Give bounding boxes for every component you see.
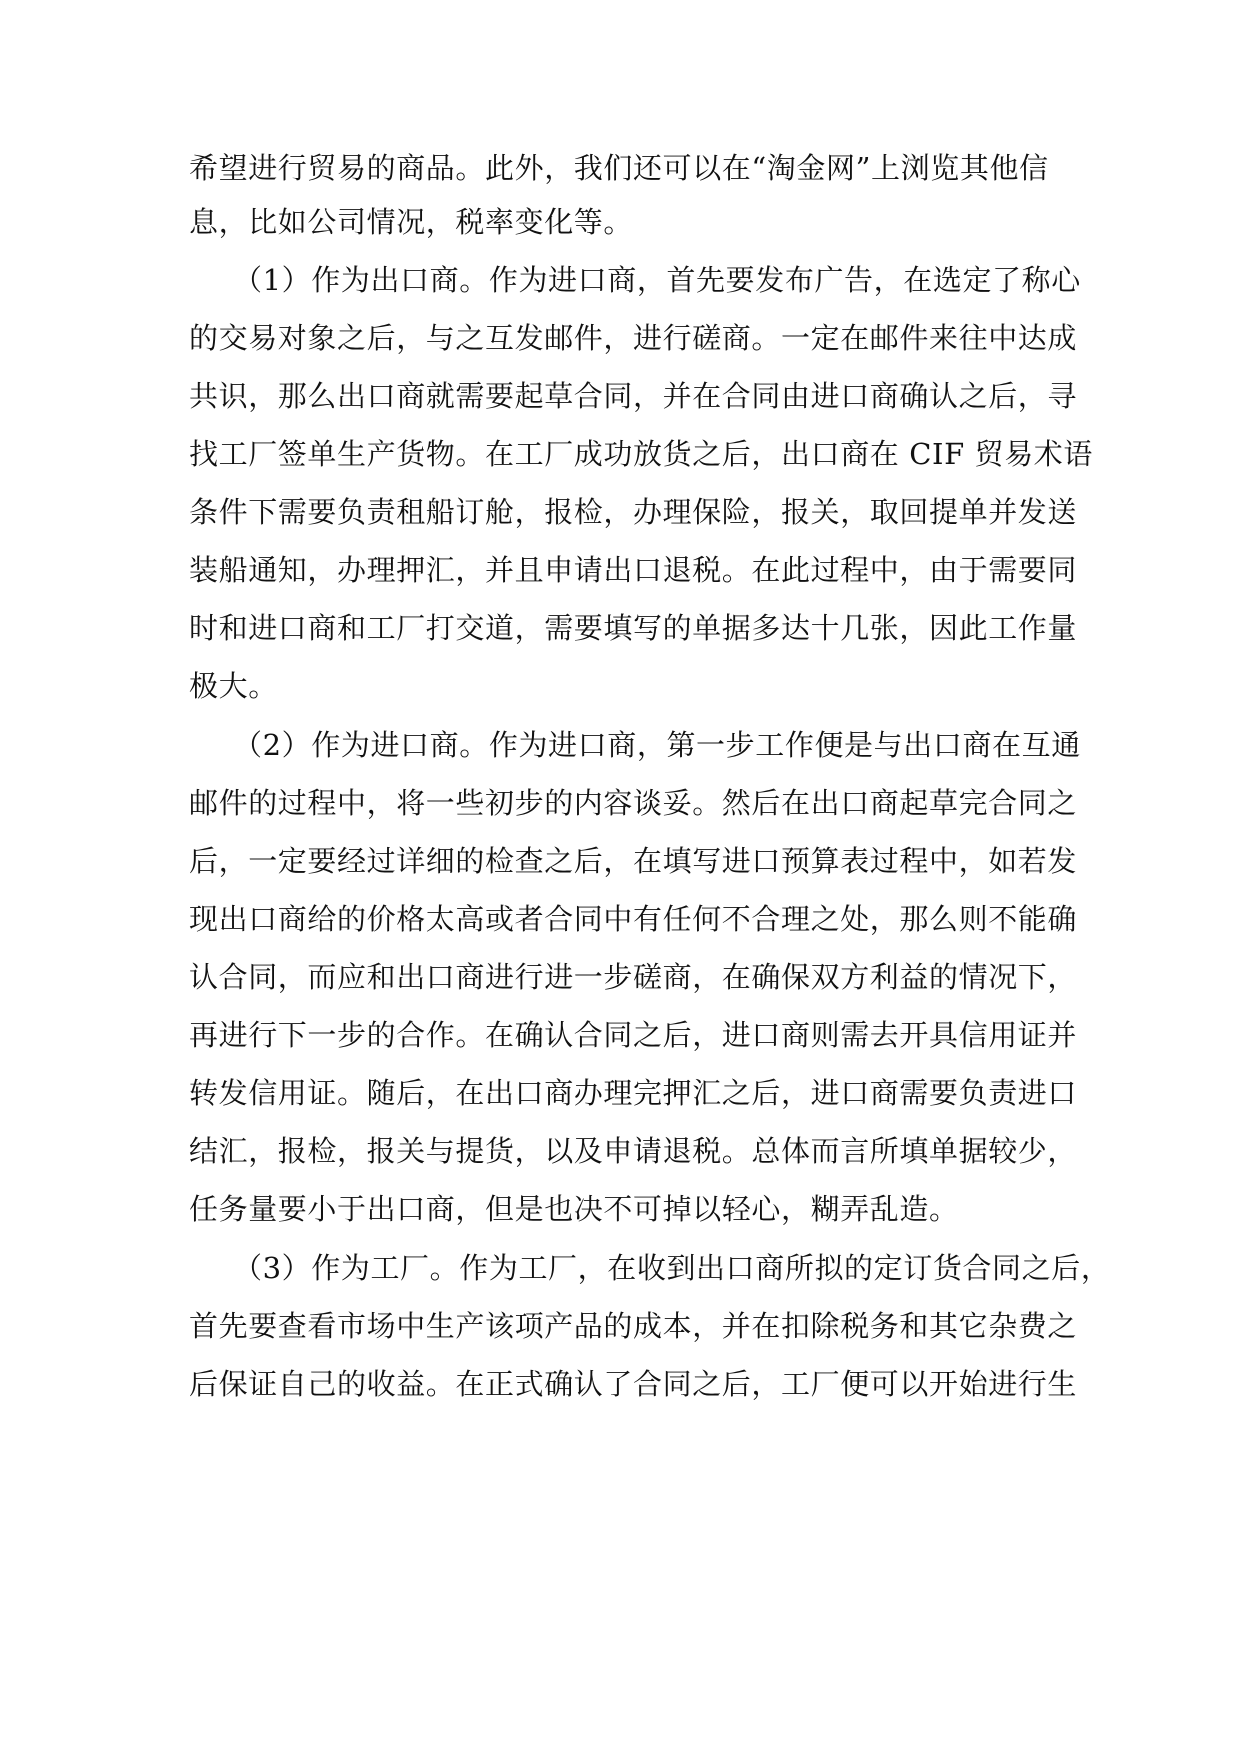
- paragraph-2-first-line: （2）作为进口商。作为进口商，第一步工作便是与出口商在互通: [233, 728, 1081, 762]
- text-line: 希望进行贸易的商品。此外，我们还可以在“淘金网”上浏览其他信: [189, 151, 1049, 185]
- text-line: 首先要查看市场中生产该项产品的成本，并在扣除税务和其它杂费之: [189, 1309, 1078, 1343]
- text-line: 后保证自己的收益。在正式确认了合同之后，工厂便可以开始进行生: [189, 1367, 1078, 1401]
- text-line: 的交易对象之后，与之互发邮件，进行磋商。一定在邮件来往中达成: [189, 321, 1078, 355]
- paragraph-1-first-line: （1）作为出口商。作为进口商，首先要发布广告，在选定了称心: [233, 263, 1081, 297]
- text-line: 现出口商给的价格太高或者合同中有任何不合理之处，那么则不能确: [189, 902, 1078, 936]
- text-line: 极大。: [189, 669, 278, 703]
- text-line: 找工厂签单生产货物。在工厂成功放货之后，出口商在 CIF 贸易术语: [189, 437, 1094, 471]
- text-line: 结汇，报检，报关与提货，以及申请退税。总体而言所填单据较少，: [189, 1134, 1078, 1168]
- text-line: 邮件的过程中，将一些初步的内容谈妥。然后在出口商起草完合同之: [189, 786, 1078, 820]
- text-line: 装船通知，办理押汇，并且申请出口退税。在此过程中，由于需要同: [189, 553, 1078, 587]
- text-line: 后，一定要经过详细的检查之后，在填写进口预算表过程中，如若发: [189, 844, 1078, 878]
- text-line: 时和进口商和工厂打交道，需要填写的单据多达十几张，因此工作量: [189, 611, 1078, 645]
- text-line: 条件下需要负责租船订舱，报检，办理保险，报关，取回提单并发送: [189, 495, 1078, 529]
- text-line: 再进行下一步的合作。在确认合同之后，进口商则需去开具信用证并: [189, 1018, 1078, 1052]
- paragraph-3-first-line: （3）作为工厂。作为工厂，在收到出口商所拟的定订货合同之后，: [233, 1251, 1111, 1285]
- text-line: 认合同，而应和出口商进行进一步磋商，在确保双方利益的情况下，: [189, 960, 1078, 994]
- text-line: 转发信用证。随后，在出口商办理完押汇之后，进口商需要负责进口: [189, 1076, 1078, 1110]
- text-line: 任务量要小于出口商，但是也决不可掉以轻心，糊弄乱造。: [189, 1192, 959, 1226]
- text-line: 息，比如公司情况，税率变化等。: [189, 205, 634, 239]
- text-line: 共识，那么出口商就需要起草合同，并在合同由进口商确认之后，寻: [189, 379, 1078, 413]
